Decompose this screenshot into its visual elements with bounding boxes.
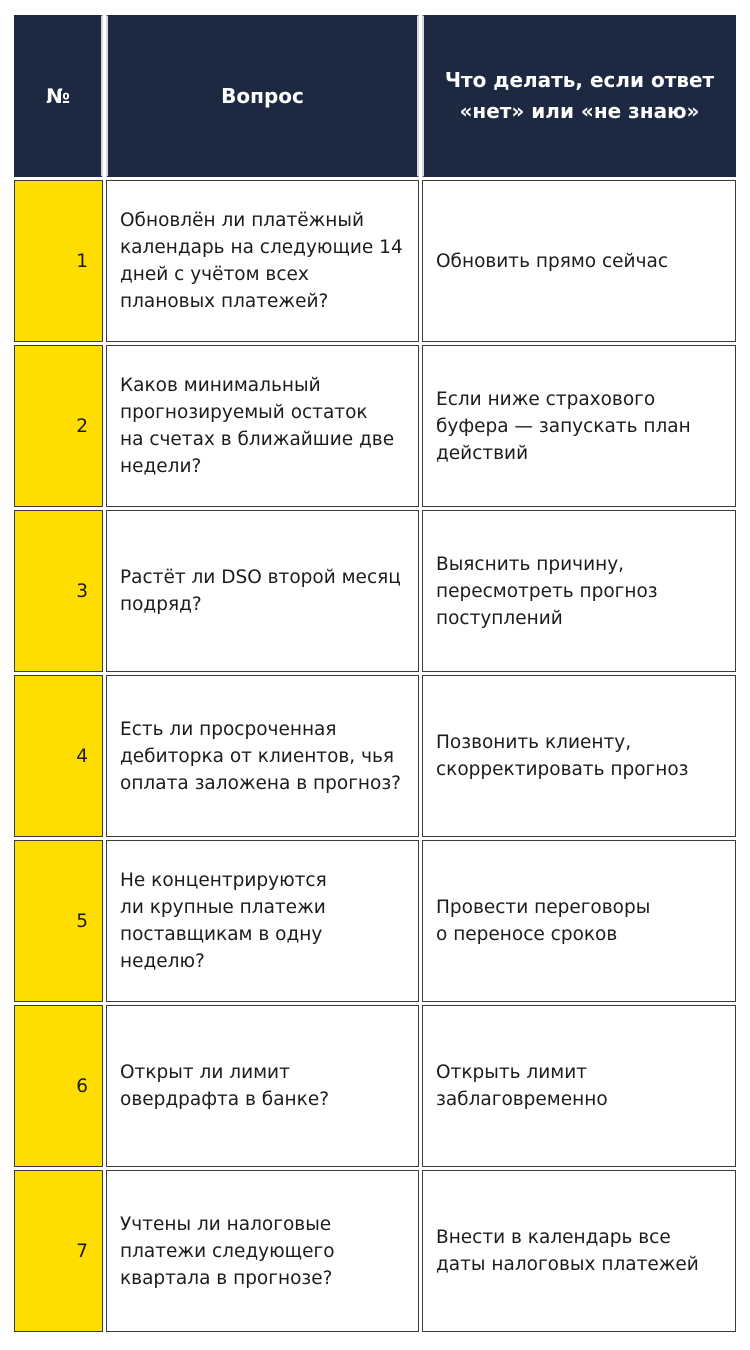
row-number: 4 [76, 745, 88, 767]
table-row [14, 180, 736, 342]
action-cell [422, 345, 736, 507]
action-cell [422, 180, 736, 342]
row-number-cell [14, 675, 103, 837]
row-number-cell [14, 345, 103, 507]
question-cell [106, 1005, 419, 1167]
header-action-label: Что делать, если ответ «нет» или «не знаю» [444, 68, 715, 123]
table-row [14, 510, 736, 672]
table-row [14, 675, 736, 837]
table-row [14, 1170, 736, 1332]
row-number-cell [14, 510, 103, 672]
row-number: 6 [76, 1075, 88, 1097]
table-row [14, 345, 736, 507]
action-cell [422, 510, 736, 672]
question-cell [106, 675, 419, 837]
header-action [422, 15, 736, 177]
question-cell [106, 180, 419, 342]
question-cell [106, 1170, 419, 1332]
question-text: Открыт ли лимит овердрафта в банке? [120, 1062, 330, 1110]
table-row [14, 1005, 736, 1167]
action-text: Внести в календарь все даты налоговых платежей [436, 1227, 699, 1275]
row-number-cell [14, 1005, 103, 1167]
action-cell [422, 675, 736, 837]
question-text: Не концентрируются ли крупные платежи поставщикам в одну неделю? [120, 870, 327, 972]
row-number: 5 [76, 910, 88, 932]
question-text: Учтены ли налоговые платежи следующего квартала в прогнозе? [120, 1213, 335, 1289]
question-text: Каков минимальный прогнозируемый остаток на счетах в ближайшие две недели? [120, 375, 395, 477]
question-text: Есть ли просроченная дебиторка от клиентов, чья оплата заложена в прогноз? [120, 718, 401, 794]
row-number: 7 [76, 1240, 88, 1262]
action-text: Позвонить клиенту, скорректировать прогноз [436, 732, 689, 780]
table-row [14, 840, 736, 1002]
action-text: Открыть лимит заблаговременно [436, 1062, 608, 1110]
action-text: Обновить прямо сейчас [436, 250, 669, 272]
action-text: Провести переговоры о переносе сроков [436, 897, 651, 945]
table-header-row [14, 15, 736, 177]
question-text: Растёт ли DSO второй месяц подряд? [120, 567, 401, 615]
question-cell [106, 840, 419, 1002]
row-number-cell [14, 1170, 103, 1332]
header-question [106, 15, 419, 177]
question-text: Обновлён ли платёжный календарь на следующие 14 дней с учётом всех плановых платежей? [120, 210, 403, 312]
question-cell [106, 345, 419, 507]
action-text: Если ниже страхового буфера — запускать план действий [436, 388, 691, 464]
row-number: 3 [76, 580, 88, 602]
row-number-cell [14, 840, 103, 1002]
action-cell [422, 840, 736, 1002]
row-number: 2 [76, 415, 88, 437]
row-number-cell [14, 180, 103, 342]
header-number-label: № [45, 83, 71, 108]
action-cell [422, 1170, 736, 1332]
header-number [14, 15, 103, 177]
checklist-table [14, 15, 736, 1335]
action-cell [422, 1005, 736, 1167]
action-text: Выяснить причину, пересмотреть прогноз поступлений [436, 553, 658, 629]
header-question-label: Вопрос [221, 83, 304, 108]
row-number: 1 [76, 250, 88, 272]
question-cell [106, 510, 419, 672]
